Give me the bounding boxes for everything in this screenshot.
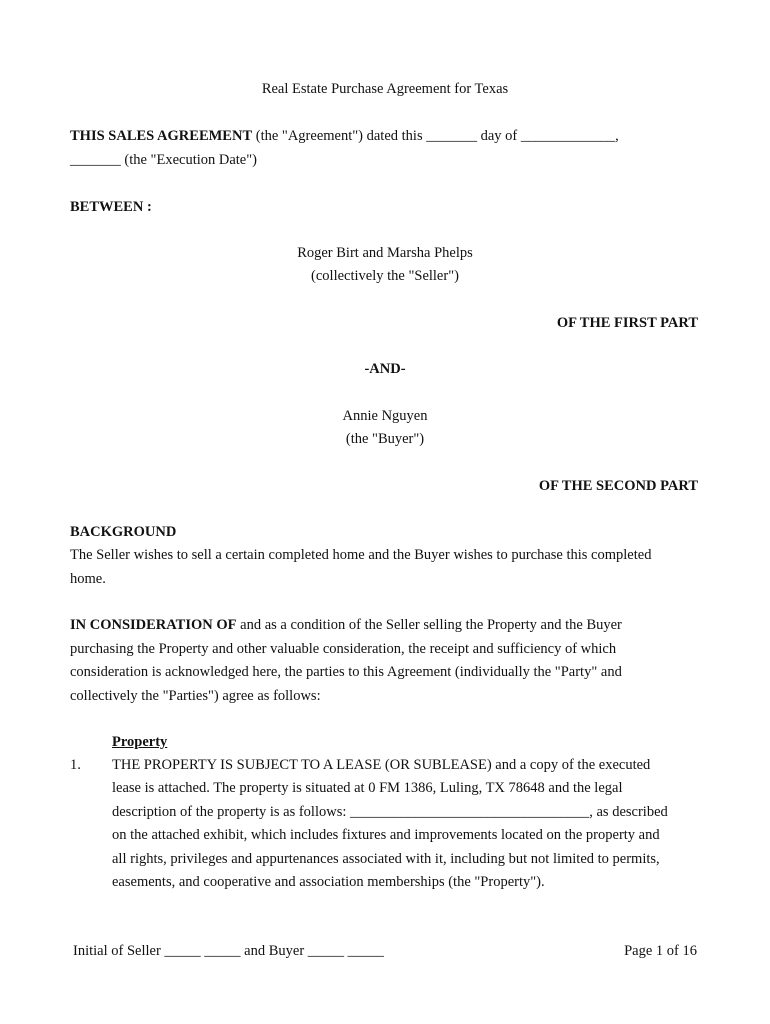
footer-page-number: Page 1 of 16 bbox=[624, 943, 697, 959]
intro-bold: THIS SALES AGREEMENT bbox=[70, 128, 253, 144]
consideration-line-2: purchasing the Property and other valuable consideration, the receipt and sufficiency of which bbox=[70, 641, 617, 657]
property-line-3: description of the property is as follows: _________________________________, as described bbox=[112, 804, 668, 820]
background-line-2: home. bbox=[70, 571, 106, 587]
property-heading: Property bbox=[112, 734, 168, 750]
background-heading: BACKGROUND bbox=[70, 524, 177, 540]
consideration-line-1-text: and as a condition of the Seller selling the Property and the Buyer bbox=[236, 617, 622, 633]
seller-names: Roger Birt and Marsha Phelps bbox=[297, 245, 473, 261]
property-number: 1. bbox=[70, 757, 81, 773]
footer-initials: Initial of Seller _____ _____ and Buyer _____ _____ bbox=[73, 943, 384, 959]
consideration-line-3: consideration is acknowledged here, the parties to this Agreement (individually the "Party" and bbox=[70, 664, 622, 680]
document-title: Real Estate Purchase Agreement for Texas bbox=[261, 81, 509, 97]
consideration-line-1 bbox=[70, 617, 622, 634]
intro-line-1-text: (the "Agreement") dated this _______ day of _____________, bbox=[252, 128, 619, 144]
first-part-label: OF THE FIRST PART bbox=[556, 315, 698, 331]
intro-line-1 bbox=[70, 128, 619, 145]
property-line-5: all rights, privileges and appurtenances associated with it, including but not limited to permits, bbox=[112, 851, 660, 867]
property-line-6: easements, and cooperative and association memberships (the "Property"). bbox=[112, 874, 545, 890]
background-line-1: The Seller wishes to sell a certain completed home and the Buyer wishes to purchase this completed bbox=[70, 547, 652, 563]
buyer-name: Annie Nguyen bbox=[342, 408, 428, 424]
and-separator: -AND- bbox=[364, 361, 406, 377]
property-line-4: on the attached exhibit, which includes fixtures and improvements located on the property and bbox=[112, 827, 660, 843]
property-line-1: THE PROPERTY IS SUBJECT TO A LEASE (OR SUBLEASE) and a copy of the executed bbox=[112, 757, 651, 773]
second-part-label: OF THE SECOND PART bbox=[538, 478, 698, 494]
intro-line-2: _______ (the "Execution Date") bbox=[70, 152, 257, 168]
seller-label: (collectively the "Seller") bbox=[311, 268, 459, 284]
consideration-line-4: collectively the "Parties") agree as follows: bbox=[70, 688, 321, 704]
between-label: BETWEEN : bbox=[70, 199, 152, 215]
buyer-label: (the "Buyer") bbox=[345, 431, 425, 447]
consideration-bold: IN CONSIDERATION OF bbox=[70, 617, 237, 633]
property-line-2: lease is attached. The property is situated at 0 FM 1386, Luling, TX 78648 and the legal bbox=[112, 780, 623, 796]
